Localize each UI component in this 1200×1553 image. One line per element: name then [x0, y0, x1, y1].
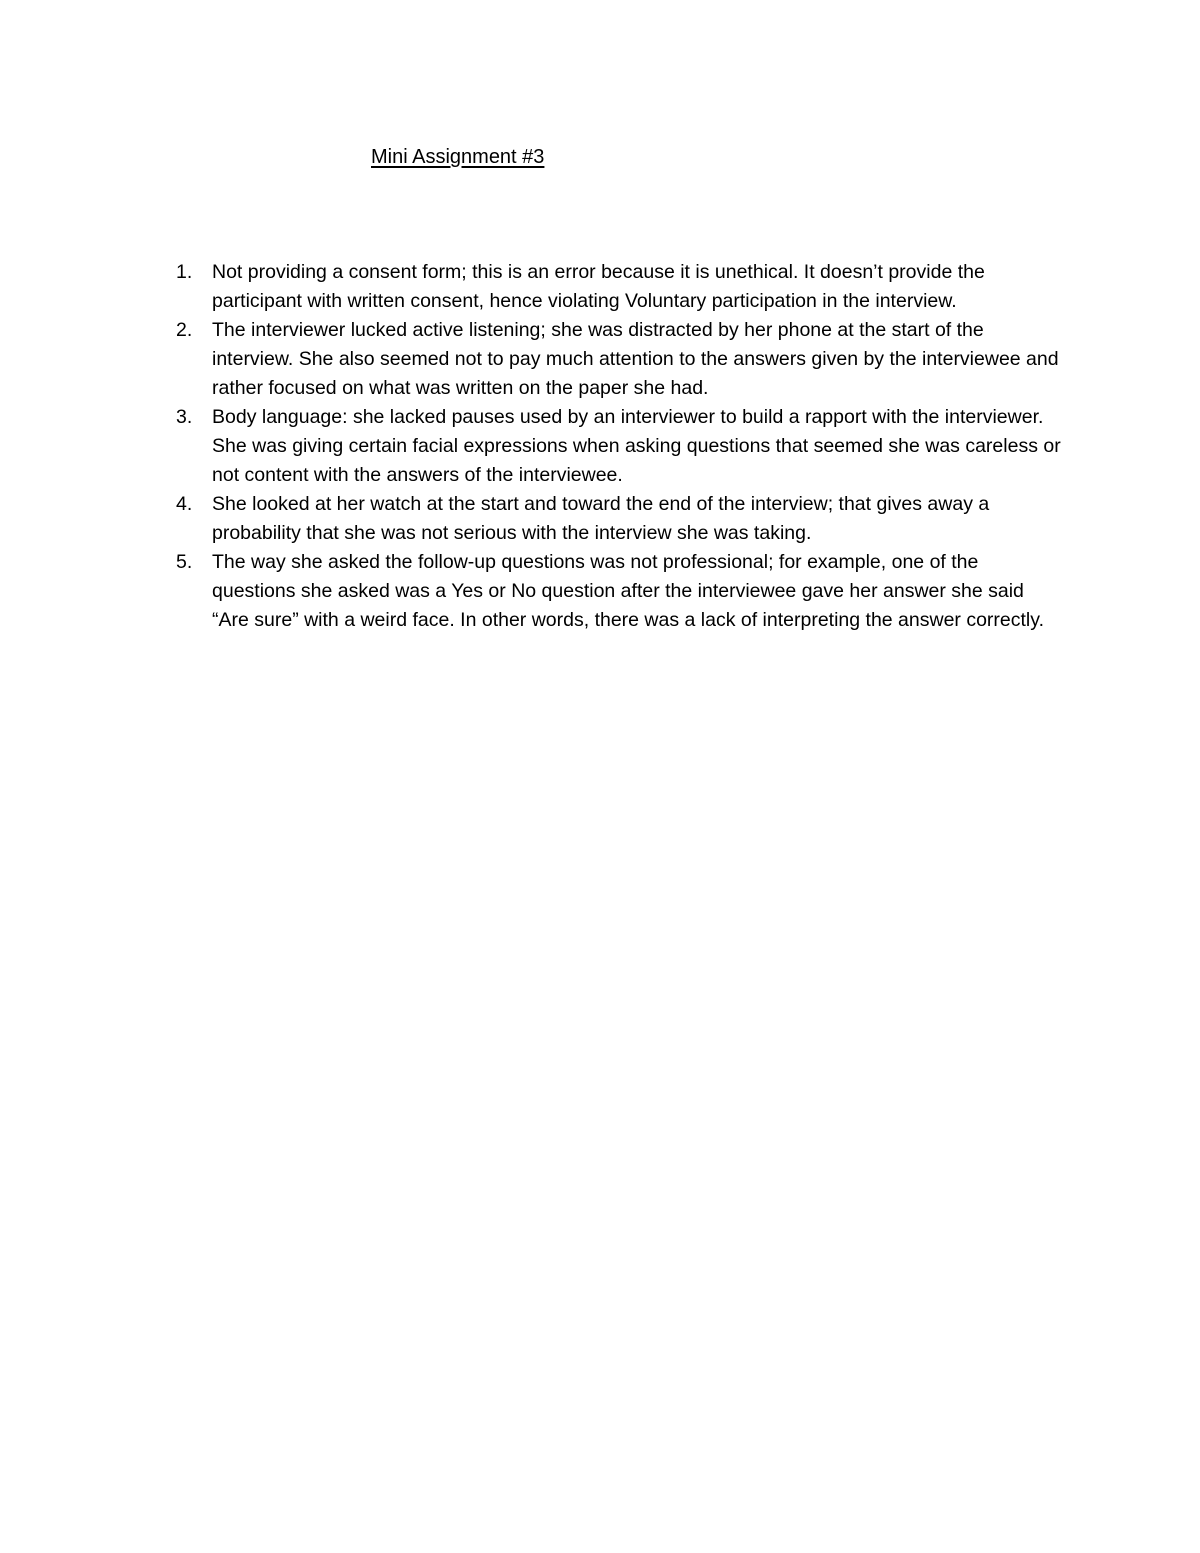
list-item-number: 5.	[176, 551, 193, 573]
list-item-text: The interviewer lucked active listening; she was distracted by her phone at the start of the interview. She also seemed not to pay much attention to the answers given by the interviewee and rather focused on what was written on the paper she had.	[212, 319, 1059, 399]
list-item	[176, 548, 1066, 635]
list-item-number: 4.	[176, 493, 193, 515]
list-item-number: 2.	[176, 319, 193, 341]
numbered-list	[176, 258, 1066, 635]
list-item	[176, 316, 1066, 403]
list-item-text: The way she asked the follow-up questions was not professional; for example, one of the questions she asked was a Yes or No question after the interviewee gave her answer she said “Are sure” with a weird face. In other words, there was a lack of interpreting the answer correctly.	[212, 551, 1044, 631]
list-item-text: Body language: she lacked pauses used by an interviewer to build a rapport with the interviewer. She was giving certain facial expressions when asking questions that seemed she was careless or not content with the answers of the interviewee.	[212, 406, 1061, 486]
list-item-number: 3.	[176, 406, 193, 428]
list-item	[176, 258, 1066, 316]
document-title: Mini Assignment #3	[371, 146, 545, 168]
list-item-text: Not providing a consent form; this is an error because it is unethical. It doesn’t provide the participant with written consent, hence violating Voluntary participation in the interview.	[212, 261, 985, 312]
list-item	[176, 490, 1066, 548]
list-item-number: 1.	[176, 261, 193, 283]
list-item	[176, 403, 1066, 490]
list-item-text: She looked at her watch at the start and toward the end of the interview; that gives away a probability that she was not serious with the interview she was taking.	[212, 493, 990, 544]
